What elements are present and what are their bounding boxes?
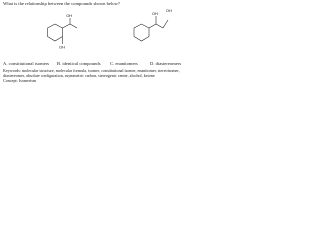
right-oh-label-1: OH	[152, 11, 158, 16]
right-oh-label-2: OH	[166, 8, 172, 13]
right-oh-bond-2	[163, 20, 168, 28]
structures-svg	[0, 0, 200, 60]
choice-d[interactable]: D. diastereomers	[150, 60, 182, 66]
left-oh-label-2: OH	[66, 13, 73, 18]
choice-b[interactable]: B. identical compounds	[57, 60, 101, 66]
choice-c[interactable]: C. enantiomers	[110, 60, 138, 66]
concept-label: Concept:	[3, 77, 18, 83]
left-compound	[48, 18, 78, 44]
compounds-figure	[0, 0, 200, 60]
right-chain-bond	[149, 24, 156, 28]
right-compound	[134, 16, 168, 41]
question-text: What is the relationship between the compounds shown below?	[3, 1, 120, 6]
left-ethyl-bond	[70, 24, 77, 28]
choice-a[interactable]: A. constitutional isomers	[3, 60, 50, 66]
left-ring	[48, 24, 63, 41]
answer-choices	[3, 61, 199, 67]
right-chain-bond-2	[156, 24, 163, 28]
keywords-text: molecular structure, molecular formula, isomer, constitutional isomer, enantiomer, stereoisomer, diastereomer, absolute configuration, asymmetric carbon, stereogenic center, alcohol, ketone	[3, 68, 180, 78]
right-ring	[134, 24, 149, 41]
concept-block	[3, 79, 197, 84]
concept-text: Isomerism	[18, 77, 37, 83]
left-oh-label-1: OH	[59, 44, 65, 50]
left-chain-bond	[63, 24, 71, 28]
keywords-label: Keywords:	[3, 68, 21, 73]
